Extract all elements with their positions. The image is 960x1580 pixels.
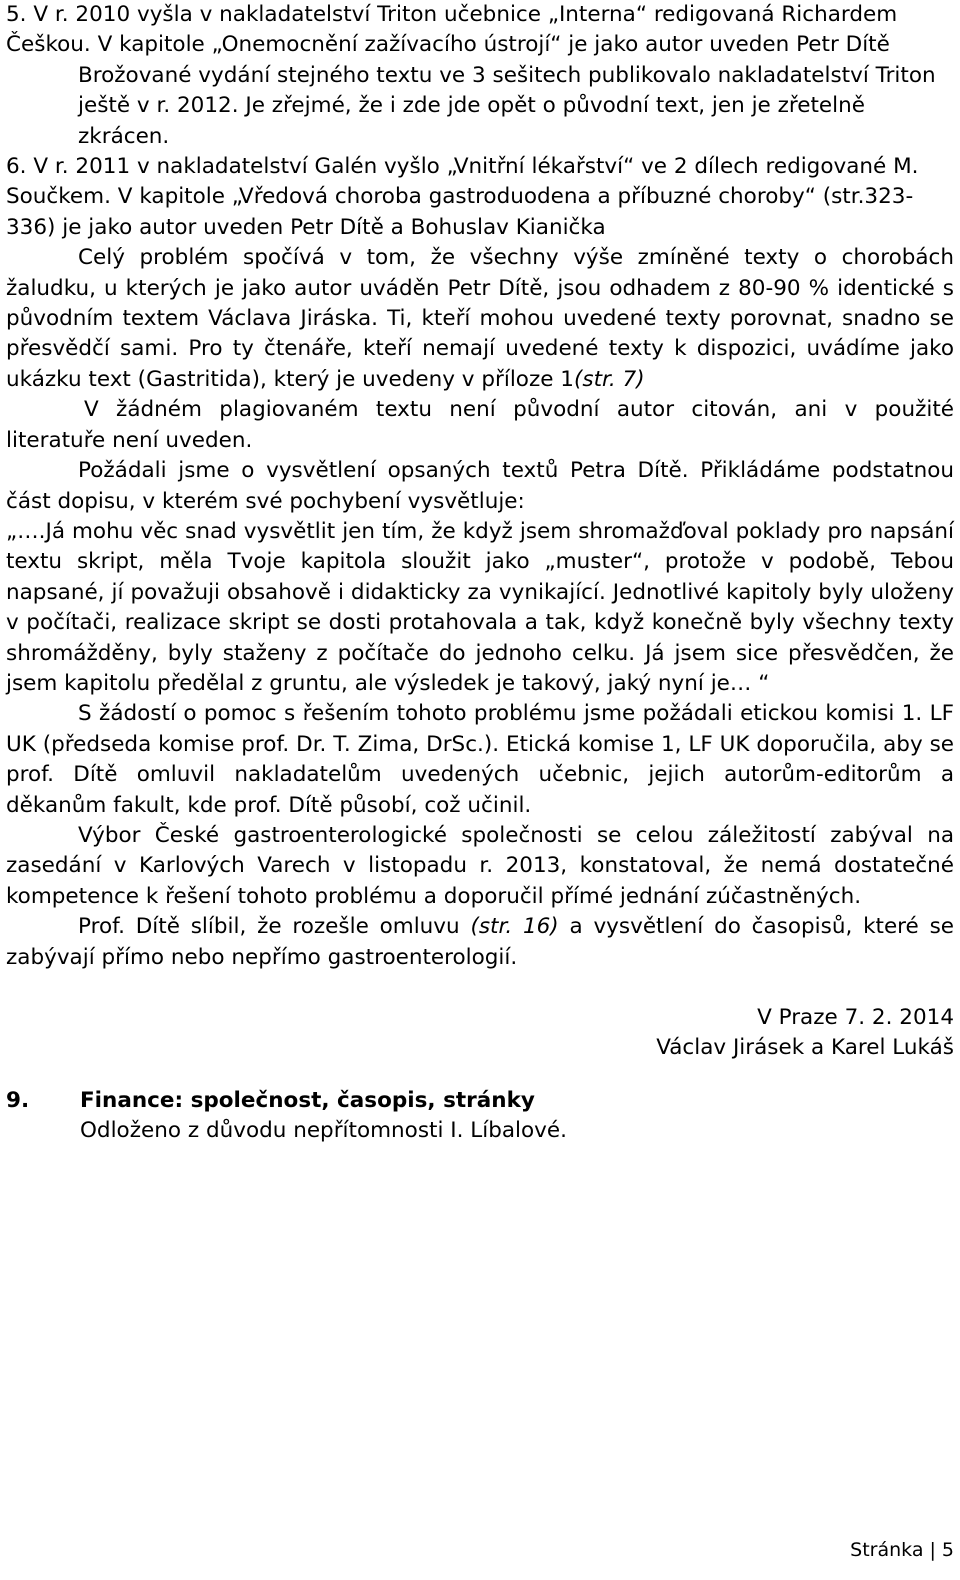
paragraph-ethics-committee: S žádostí o pomoc s řešením tohoto problému jsme požádali etickou komisi 1. LF UK (předseda komise prof. Dr. T. Zima, DrSc.). Etická komise 1, LF UK doporučila, aby se prof. Dítě omluvil nakladatelům uvedených učebnic, jejich autorům-editorům a děkanům fakult, kde prof. Dítě působí, což učinil. xyxy=(6,701,954,818)
section-number: 9. xyxy=(6,1087,30,1113)
footer-separator: | xyxy=(929,1539,936,1561)
page-footer xyxy=(850,1538,954,1562)
paragraph-plagiarism: V žádném plagiovaném textu není původní autor citován, ani v použité literatuře není uveden. xyxy=(6,397,954,453)
signature-names: Václav Jirásek a Karel Lukáš xyxy=(656,1035,954,1061)
document-page xyxy=(6,0,954,1147)
item-5-line-2: Brožované vydání stejného textu ve 3 sešitech publikovalo nakladatelství Triton ještě v r. 2012. Je zřejmé, že i zde jde opět o původní text, jen je zřetelně zkrácen. xyxy=(78,62,936,149)
paragraph-society-committee: Výbor České gastroenterologické společnosti se celou záležitostí zabýval na zasedání v Karlových Varech v listopadu r. 2013, konstatoval, že nemá dostatečné kompetence k řešení tohoto problému a doporučil přímé jednání zúčastněných. xyxy=(6,822,954,909)
paragraph-apology-ref: (str. 16) xyxy=(470,914,559,940)
paragraph-problem xyxy=(6,243,954,395)
paragraph-apology-text-a: Prof. Dítě slíbil, že rozešle omluvu xyxy=(78,914,471,940)
paragraph-problem-text: Celý problém spočívá v tom, že všechny výše zmíněné texty o chorobách žaludku, u kterých je jako autor uváděn Petr Dítě, jsou odhadem z 80-90 % identické s původním textem Václava Jiráska. Ti, kteří mohou uvedené texty porovnat, snadno se přesvědčí sami. Pro ty čtenáře, kteří nemají uvedené texty k dispozici, uvádíme jako ukázku text (Gastritida), který je uvedeny v příloze 1 xyxy=(6,245,954,392)
paragraph-explanation-request: Požádali jsme o vysvětlení opsaných textů Petra Dítě. Přikládáme podstatnou část dopisu, v kterém své pochybení vysvětluje: xyxy=(6,458,954,514)
item-6: 6. V r. 2011 v nakladatelství Galén vyšlo „Vnitřní lékařství“ ve 2 dílech redigované M. Součkem. V kapitole „Vředová choroba gastroduodena a příbuzné choroby“ (str.323-336) je jako autor uveden Petr Dítě a Bohuslav Kianička xyxy=(6,154,919,240)
section-9-note: Odloženo z důvodu nepřítomnosti I. Líbalové. xyxy=(80,1118,567,1144)
spacer xyxy=(6,973,954,1003)
item-5-line-1: 5. V r. 2010 vyšla v nakladatelství Triton učebnice „Interna“ redigovaná Richardem Češkou. V kapitole „Onemocnění zažívacího ústrojí“ je jako autor uveden Petr Dítě xyxy=(6,2,898,58)
section-9-heading xyxy=(6,1086,954,1116)
paragraph-problem-ref: (str. 7) xyxy=(573,366,645,392)
section-title: Finance: společnost, časopis, stránky xyxy=(80,1087,535,1113)
signature-place-date: V Praze 7. 2. 2014 xyxy=(757,1005,954,1030)
paragraph-apology xyxy=(6,912,954,973)
footer-label: Stránka xyxy=(850,1539,924,1561)
footer-page-number: 5 xyxy=(941,1539,954,1561)
paragraph-apology-text-b: a vysvětlení do časopisů, které se zabývají přímo nebo nepřímo gastroenterologií. xyxy=(6,914,954,970)
quoted-letter: „….Já mohu věc snad vysvětlit jen tím, že když jsem shromažďoval poklady pro napsání textu skript, měla Tvoje kapitola sloužit jako „muster“, protože v podobě, Tebou napsané, jí považuji obsahově i didakticky za vynikající. Jednotlivé kapitoly byly uloženy v počítači, realizace skript se dosti protahovala a tak, když konečně byly všechny texty shromážděny, byly staženy z počítače do jednoho celku. Já jsem sice přesvědčen, že jsem kapitolu předělal z gruntu, ale výsledek je takový, jaký nyní je… “ xyxy=(6,518,954,696)
